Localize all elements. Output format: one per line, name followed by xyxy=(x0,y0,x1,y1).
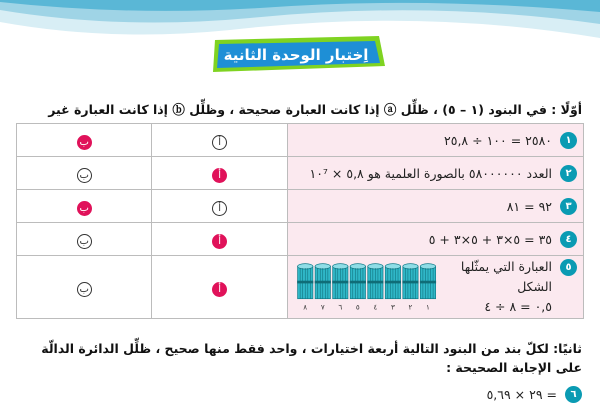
question-number-badge: ١ xyxy=(560,132,577,149)
table-row xyxy=(17,190,584,223)
question-cell xyxy=(287,124,583,157)
bundle-stack xyxy=(367,264,383,299)
bundles-figure xyxy=(294,258,438,316)
question-6 xyxy=(487,386,582,403)
question-number-badge: ٦ xyxy=(565,386,582,403)
true-choice-cell xyxy=(152,190,287,223)
question-cell xyxy=(287,223,583,256)
bundle-label: ٨ xyxy=(303,302,308,312)
table-row xyxy=(17,223,584,256)
question-text: = ٢٩ × ٥,٦٩ xyxy=(486,387,557,402)
true-choice-circle[interactable]: أ xyxy=(212,135,227,150)
question-text: ٢٥٨٠ = ١٠٠ ÷ ٢٥,٨ xyxy=(444,132,552,148)
question-text: ٩٢ = ٨١ xyxy=(506,198,552,214)
false-choice-cell xyxy=(17,157,152,190)
question-text: ٣٥ = ٥×٣ + ٥×٣ + ٥ xyxy=(428,231,552,247)
bundle-label: ٢ xyxy=(408,302,413,312)
bundle-label: ٤ xyxy=(373,302,378,312)
true-choice-circle[interactable]: أ xyxy=(212,282,227,297)
question-text: العبارة التي يمثّلها الشكل xyxy=(460,259,552,294)
bundle-stack xyxy=(350,264,366,299)
false-choice-circle[interactable]: ب xyxy=(77,282,92,297)
true-choice-cell xyxy=(152,223,287,256)
bundle-stack xyxy=(297,264,313,299)
true-choice-circle[interactable]: أ xyxy=(212,234,227,249)
true-choice-circle[interactable]: أ xyxy=(212,168,227,183)
bundle-stack xyxy=(315,264,331,299)
bundle-stack xyxy=(332,264,348,299)
true-choice-cell xyxy=(152,157,287,190)
bundle-label: ١ xyxy=(425,302,430,312)
bundle-label: ٥ xyxy=(355,302,360,312)
question-expression: ٠,٥ = ٨ ÷ ٤ xyxy=(484,299,552,314)
false-choice-circle[interactable]: ب xyxy=(77,168,92,183)
part1-instructions: أوّلًا : في البنود (١ – ٥) ، ظلِّل ⓐ إذا كانت العبارة صحيحة ، وظلِّل ⓑ إذا كانت العبارة غير xyxy=(48,102,582,117)
true-false-table xyxy=(16,123,584,319)
false-choice-circle[interactable]: ب xyxy=(77,201,92,216)
true-choice-circle[interactable]: أ xyxy=(212,201,227,216)
table-row xyxy=(17,124,584,157)
question-number-badge: ٣ xyxy=(560,198,577,215)
bundle-stack xyxy=(420,264,436,299)
question-cell xyxy=(287,256,583,319)
true-choice-cell xyxy=(152,124,287,157)
false-choice-circle[interactable]: ب xyxy=(77,135,92,150)
bundle-stack xyxy=(402,264,418,299)
false-choice-cell xyxy=(17,190,152,223)
bundle-label: ٣ xyxy=(390,302,395,312)
part2-instructions: ثانيًا: لكلّ بند من البنود التالية أربعة اختيارات ، واحد فقط منها صحيح ، ظلِّل الدائرة الدالّة على الإجابة الصحيحة : xyxy=(41,341,582,375)
false-choice-cell xyxy=(17,256,152,319)
true-choice-cell xyxy=(152,256,287,319)
false-choice-cell xyxy=(17,124,152,157)
bundle-label: ٧ xyxy=(320,302,325,312)
question-number-badge: ٢ xyxy=(560,165,577,182)
bundle-label: ٦ xyxy=(338,302,343,312)
table-row xyxy=(17,256,584,319)
bundle-stack xyxy=(385,264,401,299)
question-number-badge: ٤ xyxy=(560,231,577,248)
question-cell xyxy=(287,190,583,223)
false-choice-circle[interactable]: ب xyxy=(77,234,92,249)
question-cell xyxy=(287,157,583,190)
unit-test-title: اِختبار الوحدة الثانية xyxy=(223,46,369,64)
question-text: العدد ٥٨٠٠٠٠٠٠ بالصورة العلمية هو ٥,٨ × ١٠⁷ xyxy=(309,165,552,181)
question-number-badge: ٥ xyxy=(560,259,577,276)
table-row xyxy=(17,157,584,190)
false-choice-cell xyxy=(17,223,152,256)
